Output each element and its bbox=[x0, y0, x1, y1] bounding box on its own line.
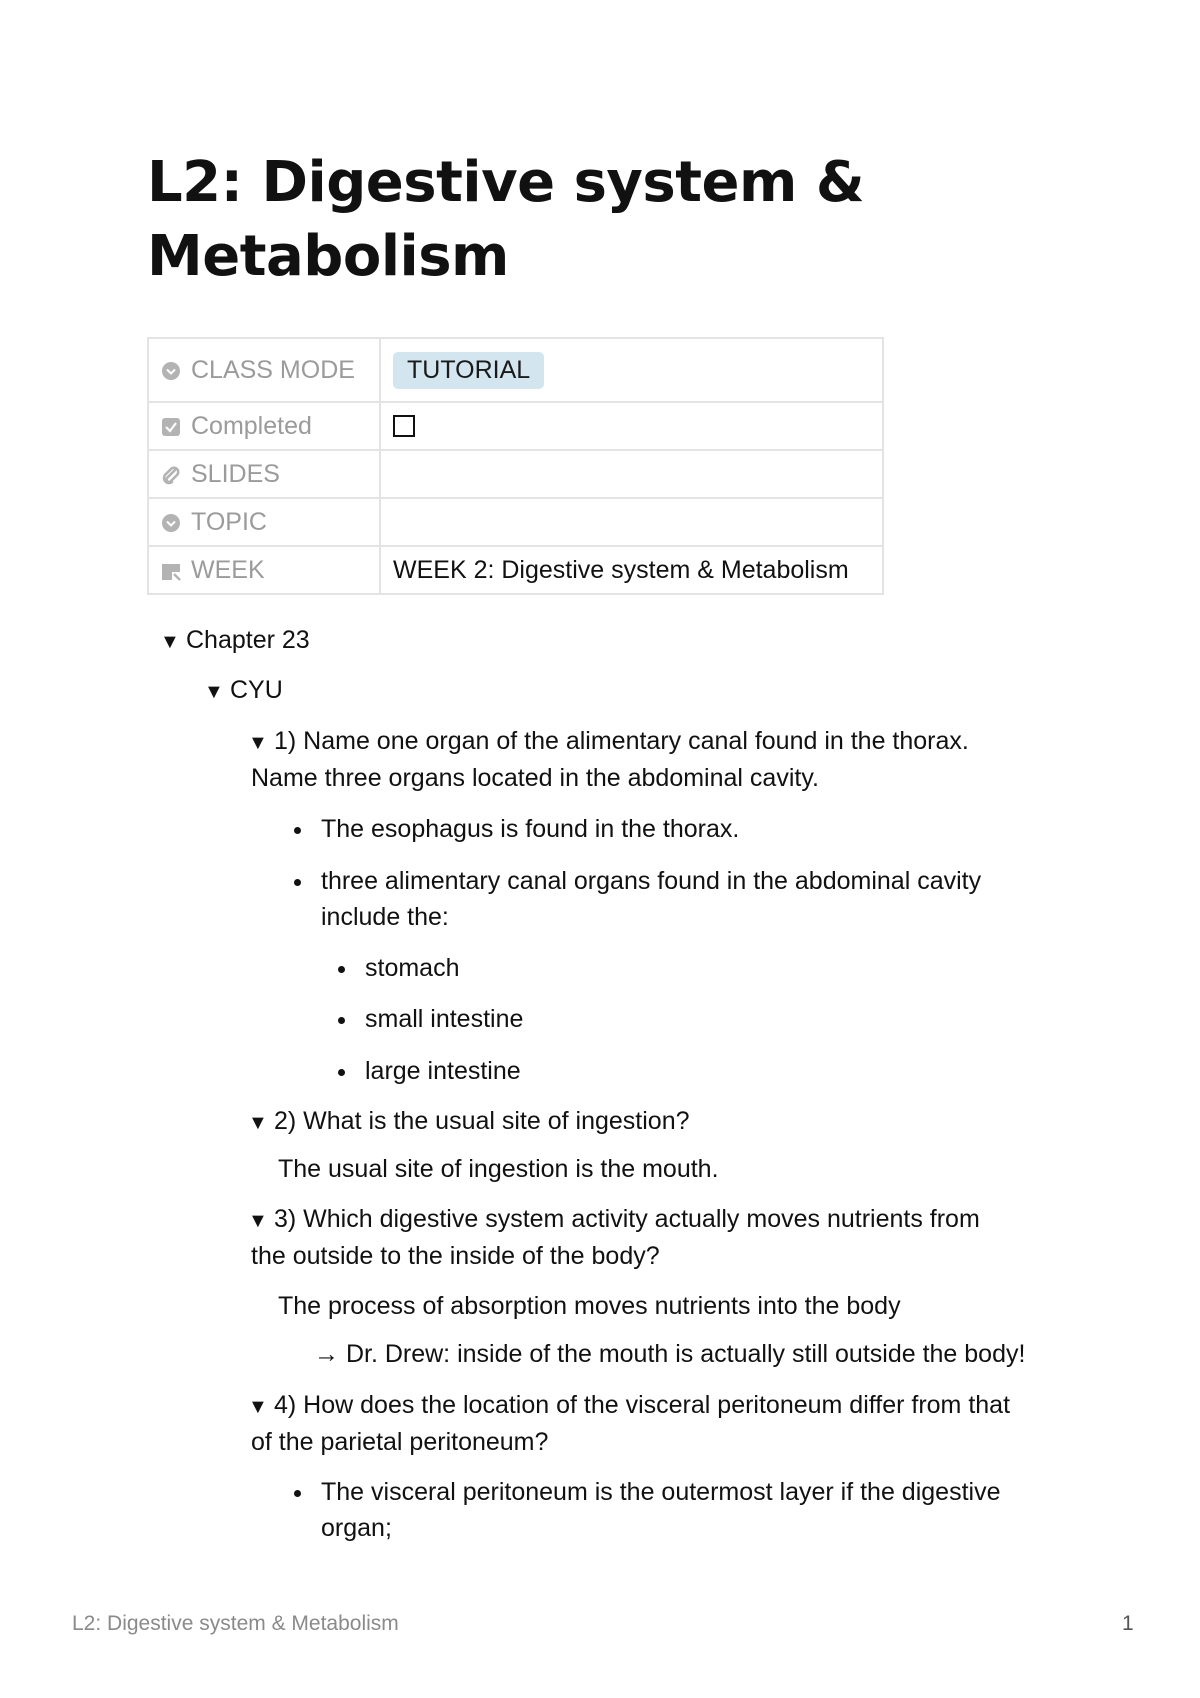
list-item: large intestine bbox=[365, 1057, 521, 1085]
property-row-completed bbox=[148, 402, 883, 450]
list-item: The esophagus is found in the thorax. bbox=[321, 815, 740, 843]
toggle-question-1[interactable] bbox=[248, 723, 969, 761]
toggle-chapter-23[interactable] bbox=[160, 622, 310, 660]
toggle-triangle-icon[interactable]: ▼ bbox=[248, 1396, 268, 1418]
property-key bbox=[148, 450, 380, 498]
checkbox-property-icon bbox=[161, 417, 181, 437]
attachment-icon bbox=[161, 465, 181, 485]
list-item-continued: include the: bbox=[321, 903, 449, 931]
toggle-triangle-icon[interactable]: ▼ bbox=[160, 631, 180, 653]
page-title-line-2: Metabolism bbox=[147, 224, 509, 289]
footer-page-number: 1 bbox=[1122, 1612, 1134, 1635]
page-title bbox=[147, 146, 947, 294]
toggle-label: CYU bbox=[230, 676, 283, 704]
list-item: three alimentary canal organs found in the abdominal cavity bbox=[321, 867, 982, 895]
list-item-continued: organ; bbox=[321, 1514, 392, 1542]
toggle-label: Chapter 23 bbox=[186, 626, 310, 654]
toggle-question-2[interactable] bbox=[248, 1103, 690, 1141]
completed-checkbox[interactable] bbox=[393, 415, 415, 437]
property-label: TOPIC bbox=[191, 507, 267, 536]
property-key bbox=[148, 546, 380, 594]
toggle-cyu[interactable] bbox=[204, 672, 283, 710]
property-row-slides bbox=[148, 450, 883, 498]
property-label: SLIDES bbox=[191, 459, 280, 488]
answer-text: The process of absorption moves nutrients into the body bbox=[278, 1292, 901, 1320]
property-label: WEEK bbox=[191, 555, 265, 584]
list-item: small intestine bbox=[365, 1005, 524, 1033]
toggle-triangle-icon[interactable]: ▼ bbox=[248, 1210, 268, 1232]
footer-doc-name: L2: Digestive system & Metabolism bbox=[72, 1612, 399, 1635]
property-row-topic bbox=[148, 498, 883, 546]
question-text: 3) Which digestive system activity actually moves nutrients from bbox=[274, 1205, 980, 1233]
property-value[interactable] bbox=[380, 498, 883, 546]
week-relation-link[interactable]: WEEK 2: Digestive system & Metabolism bbox=[393, 555, 849, 584]
list-item: The visceral peritoneum is the outermost layer if the digestive bbox=[321, 1478, 1001, 1506]
toggle-question-3[interactable] bbox=[248, 1201, 980, 1239]
question-text-continued: the outside to the inside of the body? bbox=[251, 1242, 660, 1270]
bullet-dot-icon bbox=[338, 1017, 345, 1024]
bullet-dot-icon bbox=[338, 966, 345, 973]
property-value[interactable] bbox=[380, 402, 883, 450]
property-value[interactable] bbox=[380, 546, 883, 594]
property-key bbox=[148, 402, 380, 450]
toggle-triangle-icon[interactable]: ▼ bbox=[248, 1112, 268, 1134]
question-text: 1) Name one organ of the alimentary canal found in the thorax. bbox=[274, 727, 969, 755]
question-text-continued: of the parietal peritoneum? bbox=[251, 1428, 549, 1456]
bullet-dot-icon bbox=[338, 1069, 345, 1076]
property-row-week bbox=[148, 546, 883, 594]
properties-table bbox=[147, 337, 884, 595]
bullet-dot-icon bbox=[294, 879, 301, 886]
relation-icon bbox=[161, 561, 181, 581]
question-text-continued: Name three organs located in the abdominal cavity. bbox=[251, 764, 819, 792]
note-text: → Dr. Drew: inside of the mouth is actually still outside the body! bbox=[314, 1340, 1026, 1368]
property-label: Completed bbox=[191, 411, 312, 440]
answer-text: The usual site of ingestion is the mouth. bbox=[278, 1155, 719, 1183]
select-icon bbox=[161, 361, 181, 381]
property-value[interactable] bbox=[380, 450, 883, 498]
property-key bbox=[148, 338, 380, 402]
toggle-triangle-icon[interactable]: ▼ bbox=[248, 732, 268, 754]
bullet-dot-icon bbox=[294, 1490, 301, 1497]
property-row-class-mode bbox=[148, 338, 883, 402]
list-item: stomach bbox=[365, 954, 460, 982]
property-label: CLASS MODE bbox=[191, 355, 355, 384]
property-value[interactable] bbox=[380, 338, 883, 402]
question-text: 2) What is the usual site of ingestion? bbox=[274, 1107, 690, 1135]
question-text: 4) How does the location of the visceral peritoneum differ from that bbox=[274, 1391, 1011, 1419]
class-mode-tag[interactable]: TUTORIAL bbox=[393, 352, 544, 389]
select-icon bbox=[161, 513, 181, 533]
property-key bbox=[148, 498, 380, 546]
toggle-triangle-icon[interactable]: ▼ bbox=[204, 681, 224, 703]
toggle-question-4[interactable] bbox=[248, 1387, 1010, 1425]
page-title-line-1: L2: Digestive system & bbox=[147, 150, 865, 215]
bullet-dot-icon bbox=[294, 827, 301, 834]
